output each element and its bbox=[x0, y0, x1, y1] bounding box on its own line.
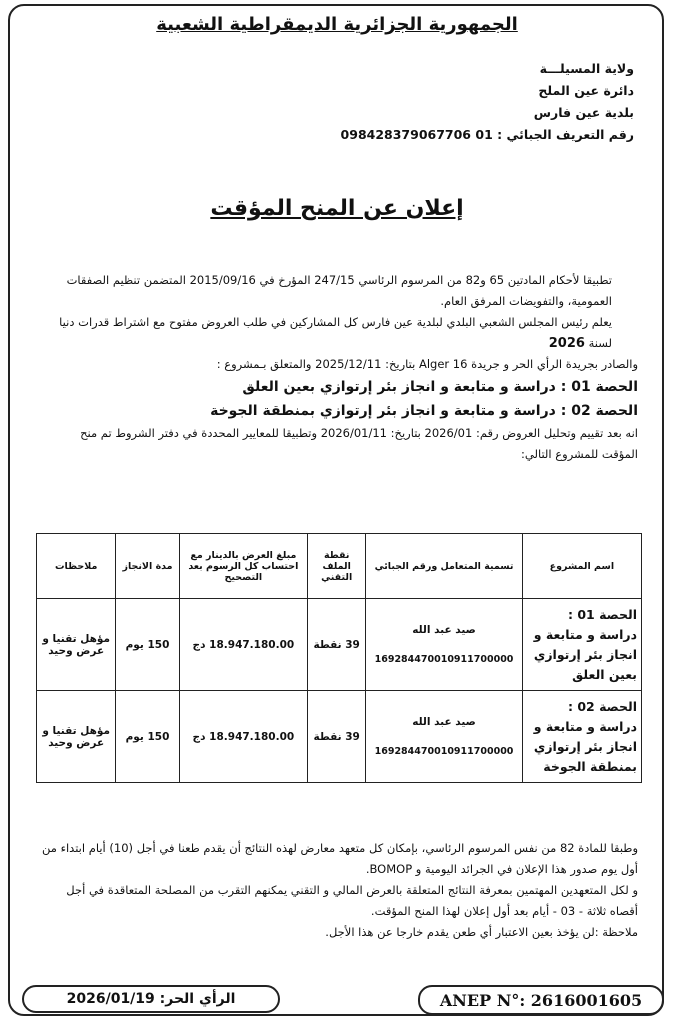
notes-cell: مؤهل تقنيا و عرض وحيد bbox=[37, 599, 116, 691]
operator-cell bbox=[366, 599, 522, 691]
col-score: نقطة الملف التقني bbox=[308, 534, 366, 599]
notice-year: 2026 bbox=[548, 336, 585, 351]
project-cell: الحصة 02 : دراسة و متابعة و انجاز بئر إرتوازي بمنطقة الجوخة bbox=[522, 691, 641, 783]
operator-cell bbox=[366, 691, 522, 783]
amount-cell: 18.947.180.00 دج bbox=[179, 691, 307, 783]
lot-2-title: الحصة 02 : دراسة و متابعة و انجاز بئر إرتوازي بمنطقة الجوخة bbox=[210, 403, 638, 419]
col-notes: ملاحظات bbox=[37, 534, 116, 599]
operator-name: صيد عبد الله bbox=[412, 624, 476, 636]
operator-nif: 169284470010911700000 bbox=[374, 654, 514, 665]
issuer-block bbox=[234, 58, 634, 146]
col-project: اسم المشروع bbox=[522, 534, 641, 599]
table-row bbox=[37, 599, 642, 691]
notes-cell: مؤهل تقنيا و عرض وحيد bbox=[37, 691, 116, 783]
commune-line: بلدية عين فارس bbox=[533, 105, 634, 120]
wilaya-line: ولاية المسيلـــة bbox=[539, 61, 634, 76]
score-cell: 39 نقطة bbox=[308, 691, 366, 783]
results-info-paragraph: و لكل المتعهدين المهتمين بمعرفة النتائج المتعلقة بالعرض المالي و التقني يمكنهم التقرب من المصلحة المتعاقدة في أجل أقصاه ثلاثة - 03 - أيام بعد أول إعلان لهذا المنح المؤقت. bbox=[66, 883, 638, 918]
appeal-paragraph: وطبقا للمادة 82 من نفس المرسوم الرئاسي، بإمكان كل متعهد معارض لهذه النتائج أن يقدم طعنا في أجل (10) أيام ابتداء من أول يوم صدور هذا الإعلان في الجرائد اليومية و BOMOP. bbox=[42, 841, 638, 876]
col-duration: مدة الانجاز bbox=[116, 534, 179, 599]
table-row bbox=[37, 691, 642, 783]
notice-text: يعلم رئيس المجلس الشعبي البلدي لبلدية عين فارس كل المشاركين في طلب العروض مفتوح مع اشتراط قدرات دنيا لسنة bbox=[59, 315, 612, 350]
note-paragraph: ملاحظة :لن يؤخذ بعين الاعتبار أي طعن يقدم خارجا عن هذا الأجل. bbox=[325, 925, 638, 939]
publication-paragraph: والصادر بجريدة الرأي الحر و جريدة Alger 16 بتاريخ: 2025/12/11 والمتعلق بـمشروع : bbox=[216, 357, 638, 371]
project-cell: الحصة 01 : دراسة و متابعة و انجاز بئر إرتوازي بعين العلق bbox=[522, 599, 641, 691]
col-amount: مبلغ العرض بالدينار مع احتساب كل الرسوم بعد التصحيح bbox=[179, 534, 307, 599]
notice-paragraph bbox=[42, 312, 638, 354]
evaluation-paragraph: انه بعد تقييم وتحليل العروض رقم: 2026/01 بتاريخ: 2026/01/11 وتطبيقا للمعايير المحددة في دفتر الشروط تم منح المؤقت للمشروع التالي: bbox=[80, 426, 638, 461]
publication-date-box: الرأي الحر: 2026/01/19 bbox=[22, 985, 280, 1013]
col-operator: تسمية المتعامل ورقم الجبائي bbox=[366, 534, 522, 599]
announcement-body bbox=[42, 270, 638, 465]
header-title: الجمهورية الجزائرية الديمقراطية الشعبية bbox=[156, 14, 518, 35]
score-cell: 39 نقطة bbox=[308, 599, 366, 691]
results-table bbox=[36, 533, 642, 783]
operator-nif: 169284470010911700000 bbox=[374, 746, 514, 757]
daira-line: دائرة عين الملح bbox=[538, 83, 634, 98]
main-title: إعلان عن المنح المؤقت bbox=[210, 196, 464, 221]
duration-cell: 150 يوم bbox=[116, 599, 179, 691]
table-header-row bbox=[37, 534, 642, 599]
anep-number-box: ANEP N°: 2616001605 bbox=[418, 985, 664, 1015]
amount-cell: 18.947.180.00 دج bbox=[179, 599, 307, 691]
operator-name: صيد عبد الله bbox=[412, 716, 476, 728]
legal-basis-paragraph: تطبيقا لأحكام المادتين 65 و82 من المرسوم الرئاسي 247/15 المؤرخ في 2015/09/16 المتضمن تنظيم الصفقات العمومية، والتفويضات المرفق العام. bbox=[66, 273, 612, 308]
duration-cell: 150 يوم bbox=[116, 691, 179, 783]
lot-1-title: الحصة 01 : دراسة و متابعة و انجاز بئر إرتوازي بعين العلق bbox=[242, 379, 638, 395]
tax-id-line: رقم التعريف الجبائي : 01 098428379067706 bbox=[340, 127, 634, 142]
appeal-notice bbox=[40, 838, 638, 943]
